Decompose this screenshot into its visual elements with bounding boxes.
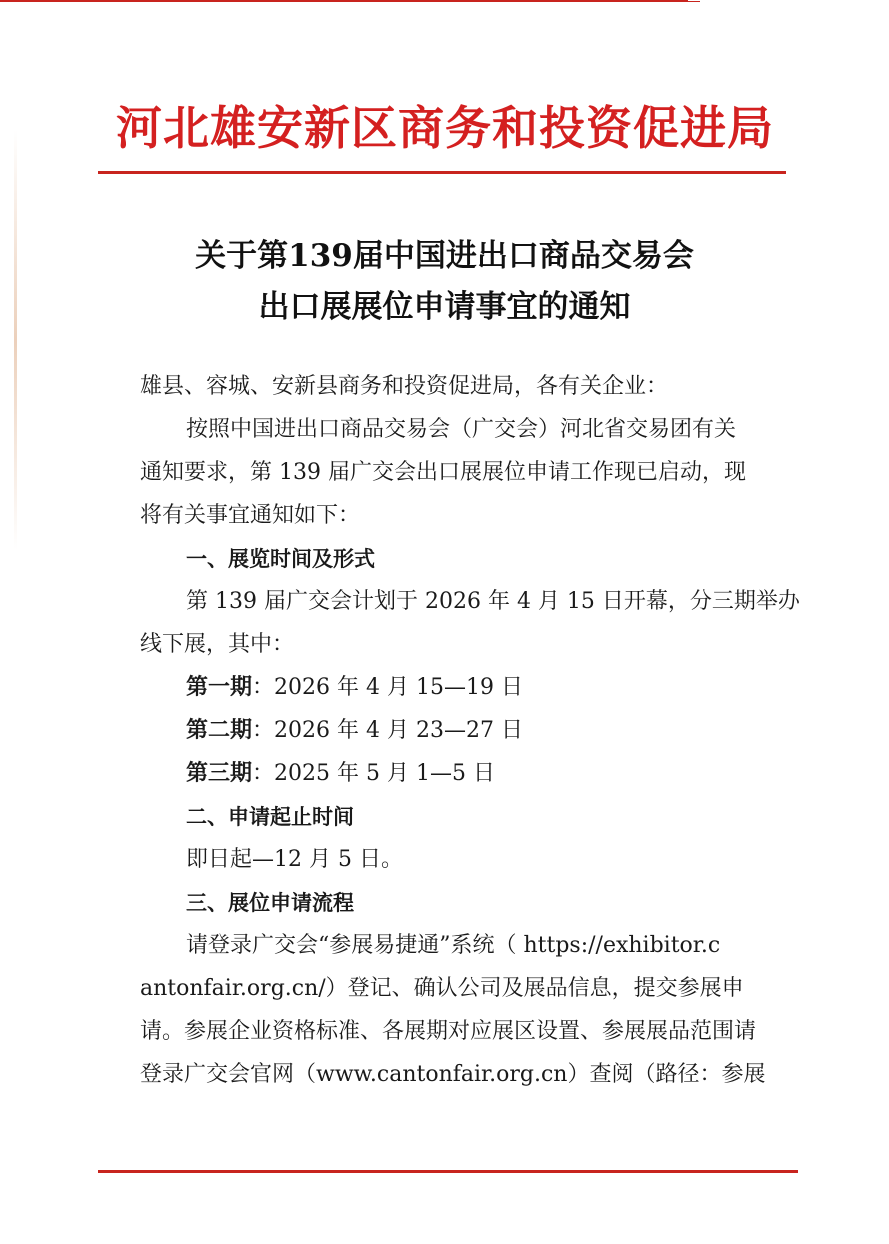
section-3-heading: 三、展位申请流程 bbox=[186, 891, 354, 915]
footer-red-rule-thin bbox=[0, 1, 700, 2]
notice-title-line-2: 出口展展位申请事宜的通知 bbox=[258, 289, 631, 325]
phase-1 bbox=[186, 673, 523, 703]
section-2-body: 即日起—12 月 5 日。 bbox=[186, 847, 403, 872]
notice-title-line-1: 关于第139届中国进出口商品交易会 bbox=[195, 238, 694, 274]
intro-line-3: 将有关事宜通知如下： bbox=[140, 503, 361, 528]
section-1-body-line-1: 第 139 届广交会计划于 2026 年 4 月 15 日开幕，分三期举办 bbox=[186, 589, 800, 614]
section-3-body-line-2: antonfair.org.cn/）登记、确认公司及展品信息，提交参展申 bbox=[140, 976, 744, 1001]
phase-1-label: 第一期 bbox=[186, 675, 253, 700]
section-1-body-line-2: 线下展，其中： bbox=[140, 632, 295, 657]
section-3-body-line-3: 请。参展企业资格标准、各展期对应展区设置、参展展品范围请 bbox=[140, 1019, 757, 1044]
phase-3-label: 第三期 bbox=[186, 761, 253, 786]
section-2-heading: 二、申请起止时间 bbox=[186, 805, 354, 829]
phase-2-dates: ：2026 年 4 月 23—27 日 bbox=[252, 718, 523, 743]
intro-line-1: 按照中国进出口商品交易会（广交会）河北省交易团有关 bbox=[186, 417, 737, 442]
letterhead-org-name: 河北雄安新区商务和投资促进局 bbox=[116, 101, 774, 155]
section-3-body-line-1: 请登录广交会“参展易捷通”系统（ https://exhibitor.c bbox=[186, 933, 721, 958]
intro-line-2: 通知要求，第 139 届广交会出口展展位申请工作现已启动，现 bbox=[140, 460, 746, 485]
section-1-heading: 一、展览时间及形式 bbox=[186, 547, 375, 571]
phase-3 bbox=[186, 759, 495, 789]
section-3-body-line-4: 登录广交会官网（www.cantonfair.org.cn）查阅（路径：参展 bbox=[140, 1062, 766, 1087]
footer-red-rule bbox=[98, 1170, 798, 1173]
phase-2 bbox=[186, 716, 523, 746]
letterhead-red-rule bbox=[98, 171, 786, 174]
phase-3-dates: ：2025 年 5 月 1—5 日 bbox=[252, 761, 495, 786]
phase-2-label: 第二期 bbox=[186, 718, 253, 743]
salutation: 雄县、容城、安新县商务和投资促进局，各有关企业： bbox=[140, 374, 669, 399]
phase-1-dates: ：2026 年 4 月 15—19 日 bbox=[252, 675, 523, 700]
scan-edge-mark bbox=[14, 130, 17, 550]
